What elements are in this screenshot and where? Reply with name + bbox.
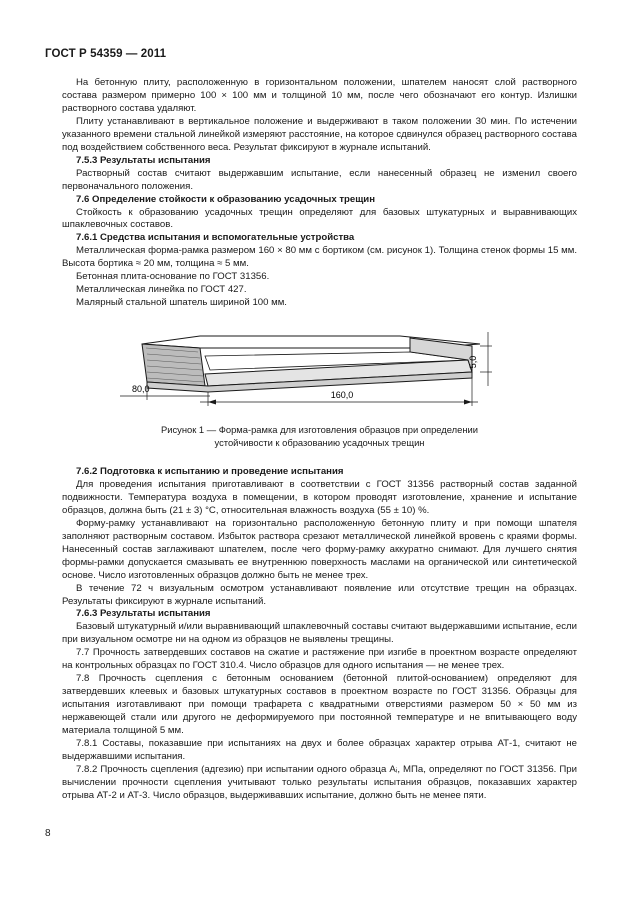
paragraph: Металлическая линейка по ГОСТ 427.	[76, 284, 247, 296]
paragraph: 7.8.2 Прочность сцепления (адгезию) при испытании одного образца Aᵢ, МПа, определяют по ГОСТ 31356. При вычислении прочности сцепления учитывают только результаты испытания образцов, показавших характер отрыва АТ-2 и АТ-3. Число образцов, выдерживавших испытание, должно быть не менее пяти.	[62, 763, 577, 801]
paragraph: Форму-рамку устанавливают на горизонтально расположенную бетонную плиту и при помощи шпателя заполняют растворным составом. Избыток раствора срезают металлической линейкой вровень с краями формы. Нанесенный состав заглаживают шпателем, после чего форму-рамку аккуратно снимают. Для лучшего снятия формы-рамки допускается смазывать ее внутреннюю поверхность маслами на органической или синтетической основе. Число изготовленных образцов должно быть не менее трех.	[62, 517, 577, 581]
text-block-top	[62, 77, 577, 310]
figure-caption-line2: устойчивости к образованию усадочных трещин	[214, 436, 425, 448]
document-header: ГОСТ Р 54359 — 2011	[45, 48, 167, 60]
paragraph: Бетонная плита-основание по ГОСТ 31356.	[76, 271, 270, 283]
paragraph: Базовый штукатурный и/или выравнивающий шпаклевочный составы считают выдержавшими испытание, если при визуальном осмотре ни на одном из образцов не выявлены трещины.	[62, 621, 577, 646]
paragraph: На бетонную плиту, расположенную в горизонтальном положении, шпателем наносят слой растворного состава размером примерно 100 × 100 мм и толщиной 10 мм, после чего обозначают его контур. Излишки растворного состава удаляют.	[62, 77, 577, 114]
paragraph: Металлическая форма-рамка размером 160 × 80 мм с бортиком (см. рисунок 1). Толщина стенок формы 15 мм. Высота бортика ≈ 20 мм, толщина ≈ 5 мм.	[62, 245, 577, 270]
section-heading: 7.6.3 Результаты испытания	[76, 608, 211, 620]
paragraph: Стойкость к образованию усадочных трещин определяют для базовых штукатурных и выравнивающих шпаклевочных составов.	[62, 206, 577, 231]
text-block-bottom	[62, 466, 577, 803]
dim-height-label: 5,0	[468, 355, 478, 369]
paragraph: Для проведения испытания приготавливают в соответствии с ГОСТ 31356 растворный состав заданной подвижности. Температура воздуха в помещении, в котором проводят изготовление, хранение и испытание образцов, должна быть (21 ± 3) °С, относительная влажность воздуха (55 ± 10) %.	[62, 478, 577, 516]
section-heading: 7.5.3 Результаты испытания	[76, 154, 211, 166]
dim-width-label: 80,0	[132, 384, 150, 394]
paragraph: Плиту устанавливают в вертикальное положение и выдерживают в таком положении 30 мин. По истечении указанного времени стальной линейкой измеряют расстояние, на которое сдвинулся образец растворного состава под воздействием собственного веса. Результат фиксируют в журнале испытаний.	[62, 115, 577, 153]
figure-caption	[62, 424, 577, 449]
figure-form-frame	[120, 324, 520, 434]
dim-length-label: 160,0	[330, 390, 354, 400]
figure-caption-line1: Рисунок 1 — Форма-рамка для изготовления образцов при определении	[160, 424, 479, 435]
paragraph: 7.8 Прочность сцепления с бетонным основанием (бетонной плитой-основанием) определяют для затвердевших клеевых и базовых штукатурных составов в проектном возрасте по ГОСТ 31356. Образцы для испытания изготавливают при помощи трафарета с квадратными отверстиями размером 50 × 50 мм из нержавеющей стали или другого не деформируемого при постоянной температуре и не впитывающего воду материала толщиной 5 мм.	[62, 673, 577, 737]
paragraph: В течение 72 ч визуальным осмотром устанавливают появление или отсутствие трещин на образцах. Результаты фиксируют в журнале испытаний.	[62, 582, 577, 607]
paragraph: Малярный стальной шпатель шириной 100 мм.	[76, 297, 287, 309]
section-heading: 7.6.1 Средства испытания и вспомогательные устройства	[76, 232, 355, 244]
section-heading: 7.6 Определение стойкости к образованию усадочных трещин	[76, 193, 375, 205]
section-heading: 7.6.2 Подготовка к испытанию и проведение испытания	[76, 466, 344, 477]
paragraph: Растворный состав считают выдержавшим испытание, если нанесенный образец не изменил своего первоначального положения.	[62, 167, 577, 192]
paragraph: 7.8.1 Составы, показавшие при испытаниях на двух и более образцах характер отрыва АТ-1, считают не выдержавшими испытания.	[62, 738, 577, 762]
paragraph: 7.7 Прочность затвердевших составов на сжатие и растяжение при изгибе в проектном возрасте определяют на контрольных образцах по ГОСТ 310.4. Число образцов для одного испытания — не менее трех.	[62, 647, 577, 672]
page-number: 8	[45, 828, 51, 839]
